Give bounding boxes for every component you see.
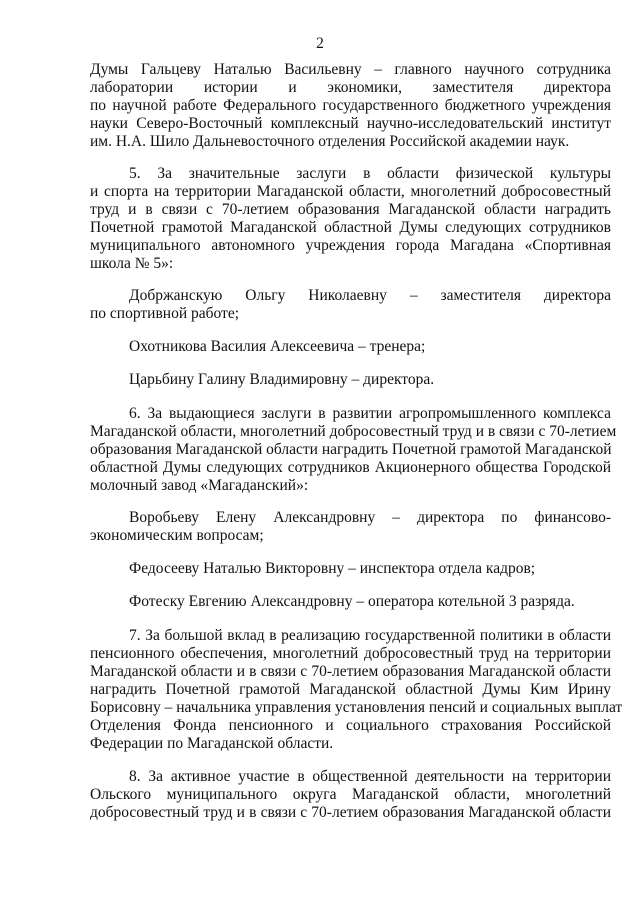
text-line: Магаданской области и в связи с 70-летием образования Магаданской области bbox=[90, 663, 611, 680]
text-line: по спортивной работе; bbox=[90, 305, 240, 322]
text-line: науки Северо-Восточный комплексный научно-исследовательский институт bbox=[90, 115, 611, 132]
text-line: муниципального автономного учреждения города Магадана «Спортивная bbox=[90, 237, 611, 254]
text-line: образования Магаданской области наградить Почетной грамотой Магаданской bbox=[90, 441, 612, 458]
text-line: Думы Гальцеву Наталью Васильевну – главного научного сотрудника bbox=[90, 61, 611, 78]
text-line: областной Думы следующих сотрудников Акционерного общества Городской bbox=[90, 459, 611, 476]
text-line: Федерации по Магаданской области. bbox=[90, 735, 334, 752]
text-line: Охотникова Василия Алексеевича – тренера; bbox=[129, 338, 426, 355]
text-line: и спорта на территории Магаданской области, многолетний добросовестный bbox=[90, 183, 611, 200]
text-line: 6. За выдающиеся заслуги в развитии агропромышленного комплекса bbox=[129, 405, 611, 422]
page-number: 2 bbox=[316, 35, 324, 52]
text-line: Федосееву Наталью Викторовну – инспектора отдела кадров; bbox=[129, 560, 536, 577]
text-line: школа № 5»: bbox=[90, 255, 174, 272]
text-line: Борисовну – начальника управления установления пенсий и социальных выплат bbox=[90, 699, 623, 716]
text-line: лаборатории истории и экономики, заместителя директора bbox=[90, 79, 611, 96]
text-line: Царьбину Галину Владимировну – директора. bbox=[129, 371, 435, 388]
text-line: экономическим вопросам; bbox=[90, 527, 264, 544]
text-line: пенсионного обеспечения, многолетний добросовестный труд на территории bbox=[90, 645, 611, 662]
text-line: по научной работе Федерального государственного бюджетного учреждения bbox=[90, 97, 611, 114]
text-line: добросовестный труд и в связи с 70-летием образования Магаданской области bbox=[90, 804, 611, 821]
text-line: им. Н.А. Шило Дальневосточного отделения Российской академии наук. bbox=[90, 133, 570, 150]
text-line: Отделения Фонда пенсионного и социального страхования Российской bbox=[90, 717, 611, 734]
text-line: Воробьеву Елену Александровну – директора по финансово- bbox=[129, 509, 611, 526]
text-line: Магаданской области, многолетний добросовестный труд и в связи с 70-летием bbox=[90, 423, 617, 440]
text-line: 7. За большой вклад в реализацию государственной политики в области bbox=[129, 627, 611, 644]
text-line: Ольского муниципального округа Магаданской области, многолетний bbox=[90, 786, 611, 803]
text-line: молочный завод «Магаданский»: bbox=[90, 477, 309, 494]
text-line: Почетной грамотой Магаданской областной Думы следующих сотрудников bbox=[90, 219, 611, 236]
text-line: 5. За значительные заслуги в области физической культуры bbox=[129, 165, 611, 182]
text-line: 8. За активное участие в общественной деятельности на территории bbox=[129, 768, 611, 785]
text-line: труд и в связи с 70-летием образования Магаданской области наградить bbox=[90, 201, 611, 218]
text-line: Добржанскую Ольгу Николаевну – заместителя директора bbox=[129, 287, 611, 304]
text-line: наградить Почетной грамотой Магаданской областной Думы Ким Ирину bbox=[90, 681, 611, 698]
text-line: Фотеску Евгению Александровну – оператора котельной 3 разряда. bbox=[129, 593, 575, 610]
